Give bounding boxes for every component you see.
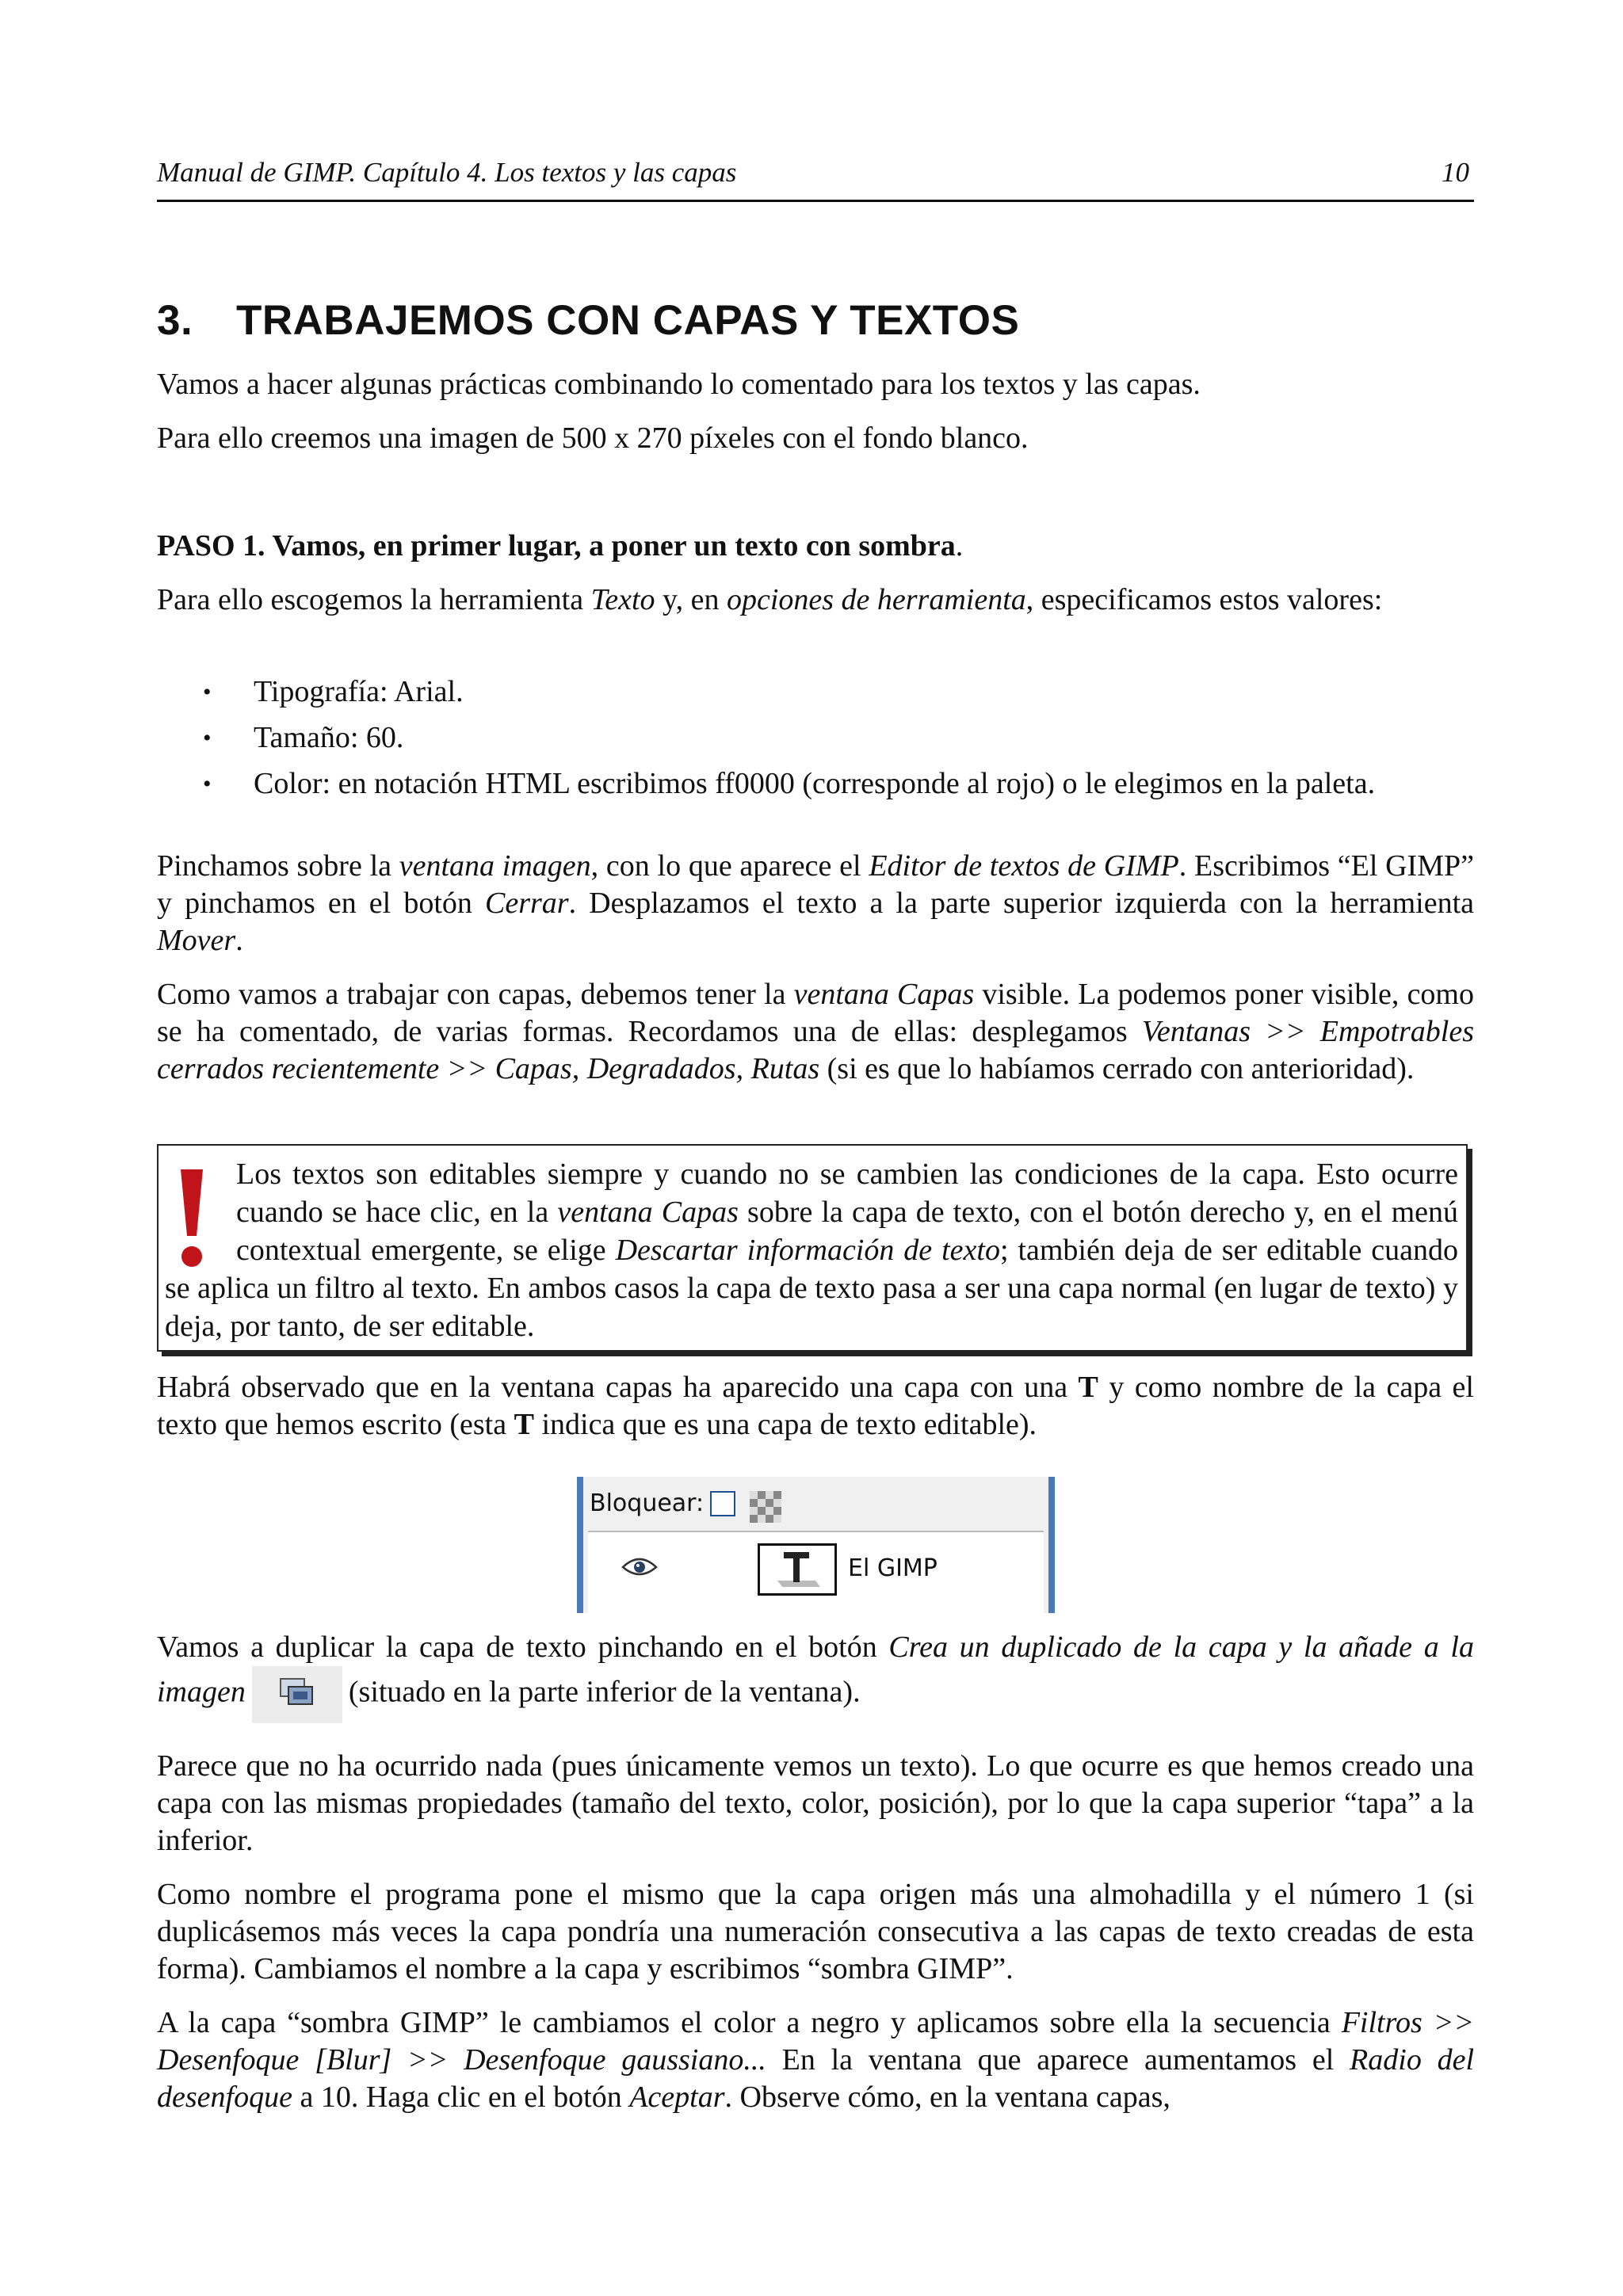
text-layer-icon [760,1546,834,1593]
lock-pixels-checkbox[interactable] [710,1491,735,1516]
note-text: Los textos son editables siempre y cuando no se cambien las condiciones de la capa. Esto ocurre cuando se hace clic, en la ventana Capas sobre la capa de texto, con el botón derecho y, en el menú contextual emergente, se elige Descartar información de texto; también deja de ser editable cuando se aplica un filtro al texto. En ambos casos la capa de texto pasa a ser una capa normal (en lugar de texto) y deja, por tanto, de ser editable. [165,1158,1458,1343]
warning-note [157,1144,1468,1352]
step1-paragraph-2: Pinchamos sobre la ventana imagen, con lo que aparece el Editor de textos de GIMP. Escribimos “El GIMP” y pinchamos en el botón Cerrar. Desplazamos el texto a la parte superior izquierda con la herramienta Mover. [157,849,1475,957]
paragraph-nothing-happened: Parece que no ha ocurrido nada (pues únicamente vemos un texto). Lo que ocurre es que hemos creado una capa con las mismas propiedades (tamaño del texto, color, posición), por lo que la capa superior “tapa” a la inferior. [157,1749,1474,1857]
duplicate-layer-icon [279,1677,315,1709]
section-number: 3. [157,297,193,344]
intro-paragraph-2: Para ello creemos una imagen de 500 x 270 píxeles con el fondo blanco. [157,421,1029,455]
step1-heading-text: PASO 1. Vamos, en primer lugar, a poner un texto con sombra [157,529,956,563]
intro-paragraph-1: Vamos a hacer algunas prácticas combinando lo comentado para los textos y las capas. [157,368,1201,401]
step1-paragraph-1: Para ello escogemos la herramienta Texto y, en opciones de herramienta, especificamos estos valores: [157,583,1383,616]
values-list [157,673,1474,803]
list-item: • Color: en notación HTML escribimos ff0000 (corresponde al rojo) o le elegimos en la paleta. [203,767,1376,800]
layer-list [588,1531,1044,1615]
section-heading [157,296,1019,345]
page-number: 10 [1442,157,1469,188]
layer-name[interactable]: El GIMP [848,1554,938,1582]
step1-heading [157,528,1474,565]
list-item: • Tamaño: 60. [203,721,404,754]
section-title: TRABAJEMOS CON CAPAS Y TEXTOS [236,297,1020,344]
duplicate-layer-button[interactable] [252,1666,342,1723]
checkerboard-icon[interactable] [750,1491,781,1523]
step1-paragraph-3: Como vamos a trabajar con capas, debemos tener la ventana Capas visible. La podemos poner visible, como se ha comentado, de varias formas. Recordamos una de ellas: desplegamos Ventanas >> Empotrables cerrados recientemente >> Capas, Degradados, Rutas (si es que lo habíamos cerrado con anterioridad). [157,978,1474,1085]
eye-icon[interactable] [621,1554,658,1580]
lock-label: Bloquear: [590,1489,705,1517]
step1-heading-period: . [955,529,964,563]
layers-panel-screenshot [577,1477,1055,1613]
paragraph-blur: A la capa “sombra GIMP” le cambiamos el color a negro y aplicamos sobre ella la secuencia Filtros >> Desenfoque [Blur] >> Desenfoque gaussiano... En la ventana que aparece aumentamos el Radio del desenfoque a 10. Haga clic en el botón Aceptar. Observe cómo, en la ventana capas, [157,2006,1474,2114]
paragraph-layer-name: Como nombre el programa pone el mismo que la capa origen más una almohadilla y el número 1 (si duplicásemos más veces la capa pondría una numeración consecutiva a las capas de texto creadas de esta forma). Cambiamos el nombre a la capa y escribimos “sombra GIMP”. [157,1878,1474,1985]
text-layer-thumbnail[interactable] [758,1543,837,1596]
paragraph-duplicate: Vamos a duplicar la capa de texto pinchando en el botón Crea un duplicado de la capa y la añade a la imagen (situado en la parte inferior de la ventana). [157,1629,1474,1723]
header-title: Manual de GIMP. Capítulo 4. Los textos y las capas [157,157,737,188]
paragraph-text-layer: Habrá observado que en la ventana capas ha aparecido una capa con una T y como nombre de la capa el texto que hemos escrito (esta T indica que es una capa de texto editable). [157,1371,1474,1441]
list-item: • Tipografía: Arial. [203,675,464,708]
page-header [157,155,1474,202]
